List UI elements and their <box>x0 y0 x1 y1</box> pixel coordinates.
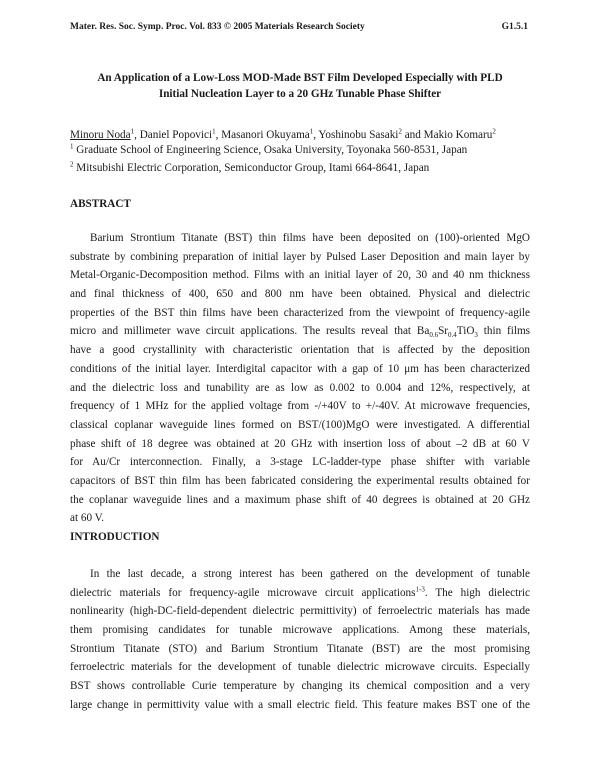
intro-line: nonlinearity (high-DC-field-dependent dielectric permittivity) of ferroelectric materials has made <box>70 605 530 618</box>
formula-element: TiO <box>456 325 475 338</box>
abstract-line: Metal-Organic-Decomposition method. Films with an initial layer of 20, 30 and 40 nm thickness <box>70 269 530 282</box>
intro-line: Strontium Titanate (STO) and Barium Strontium Titanate (BST) are the most promising <box>70 642 530 655</box>
intro-line-citation <box>70 584 530 603</box>
formula-element: Sr <box>438 325 449 338</box>
affiliation-1 <box>70 144 467 156</box>
affil-mark: 1 <box>130 127 135 136</box>
intro-line: In the last decade, a strong interest has been gathered on the development of tunable <box>90 568 530 580</box>
abstract-line: capacitors of BST thin film has been fabricated considering the experimental results obtained for <box>70 474 530 487</box>
intro-line: BST shows controllable Curie temperature by changing its chemical composition and a very <box>70 680 530 693</box>
abstract-line-formula <box>70 322 530 341</box>
abstract-line: and the dielectric loss and tunability are as low as 0.002 to 0.004 and 12%, respectively, at <box>70 381 530 394</box>
author-noda: Minoru Noda <box>70 129 131 141</box>
citation-ref: 1-3 <box>415 584 425 593</box>
paper-code: G1.5.1 <box>501 22 528 32</box>
abstract-line: and final thickness of 400, 650 and 800 nm have been obtained. Physical and dielectric <box>70 288 530 301</box>
abstract-line: classical coplanar waveguide lines formed on BST/(100)MgO were investigated. A differential <box>70 418 530 431</box>
abstract-body <box>70 229 530 528</box>
author-popovici: , Daniel Popovici <box>134 129 213 141</box>
abstract-line: have a good crystallinity with characteristic orientation that is affected by the deposition <box>70 344 530 357</box>
intro-line: large change in permittivity value with a small electric field. This feature makes BST one of the <box>70 698 530 711</box>
affil-mark: 1 <box>70 142 74 151</box>
formula-sub: 0.6 <box>429 331 439 340</box>
paper-title <box>60 70 540 102</box>
title-line-1: An Application of a Low-Loss MOD-Made BST Film Developed Especially with PLD <box>97 72 503 84</box>
formula-tail: thin films <box>477 325 531 338</box>
abstract-line: Barium Strontium Titanate (BST) thin films have been deposited on (100)-oriented MgO <box>90 232 530 244</box>
intro-text: dielectric materials for frequency-agile microwave circuit applications <box>70 586 416 599</box>
intro-line: them promising candidates for tunable microwave applications. Among these materials, <box>70 624 530 637</box>
introduction-body <box>70 565 530 715</box>
affil-mark: 1 <box>212 127 216 136</box>
title-line-2: Initial Nucleation Layer to a 20 GHz Tunable Phase Shifter <box>158 88 442 100</box>
abstract-line: the coplanar waveguide lines and a maximum phase shift of 40 degrees is obtained at 20 GHz <box>70 493 530 506</box>
affiliation-text: Graduate School of Engineering Science, Osaka University, Toyonaka 560-8531, Japan <box>73 144 468 156</box>
abstract-line: properties of the BST thin films have been characterized from the viewpoint of frequency-agile <box>70 306 530 319</box>
affiliation-2 <box>70 162 429 174</box>
abstract-line: frequency of 1 MHz for the applied voltage from -/+40V to +/-40V. At microwave frequencies, <box>70 400 530 413</box>
abstract-heading: ABSTRACT <box>70 198 131 210</box>
author-sasaki: , Yoshinobu Sasaki <box>313 129 399 141</box>
affil-mark: 1 <box>309 127 314 136</box>
abstract-line: phase shift of 18 degree was obtained at 20 GHz with insertion loss of about –2 dB at 60 V <box>70 437 530 450</box>
abstract-line: substrate by combining preparation of initial layer by Pulsed Laser Deposition and main layer by <box>70 250 530 263</box>
running-header <box>70 22 528 32</box>
affiliation-text: Mitsubishi Electric Corporation, Semiconductor Group, Itami 664-8641, Japan <box>73 162 430 174</box>
affil-mark: 2 <box>492 127 496 136</box>
journal-citation: Mater. Res. Soc. Symp. Proc. Vol. 833 © 2005 Materials Research Society <box>70 22 365 32</box>
abstract-line: for Au/Cr interconnection. Finally, a 3-stage LC-ladder-type phase shifter with variable <box>70 456 530 469</box>
affil-mark: 2 <box>70 160 74 169</box>
author-list <box>70 127 496 144</box>
affil-mark: 2 <box>398 127 402 136</box>
intro-line: ferroelectric materials for the development of tunable dielectric microwave circuits. Especially <box>70 661 530 674</box>
intro-text: . The high dielectric <box>424 586 530 599</box>
introduction-heading: INTRODUCTION <box>70 531 160 543</box>
abstract-line: conditions of the initial layer. Interdigital capacitor with a gap of 10 μm has been characterized <box>70 362 530 375</box>
formula-sub: 3 <box>474 331 478 340</box>
abstract-line: at 60 V. <box>70 512 105 525</box>
author-komaru: and Makio Komaru <box>401 129 493 141</box>
author-okuyama: , Masanori Okuyama <box>215 129 310 141</box>
formula-sub: 0.4 <box>448 331 457 340</box>
formula-lead: micro and millimeter wave circuit applications. The results reveal that Ba <box>70 325 430 338</box>
